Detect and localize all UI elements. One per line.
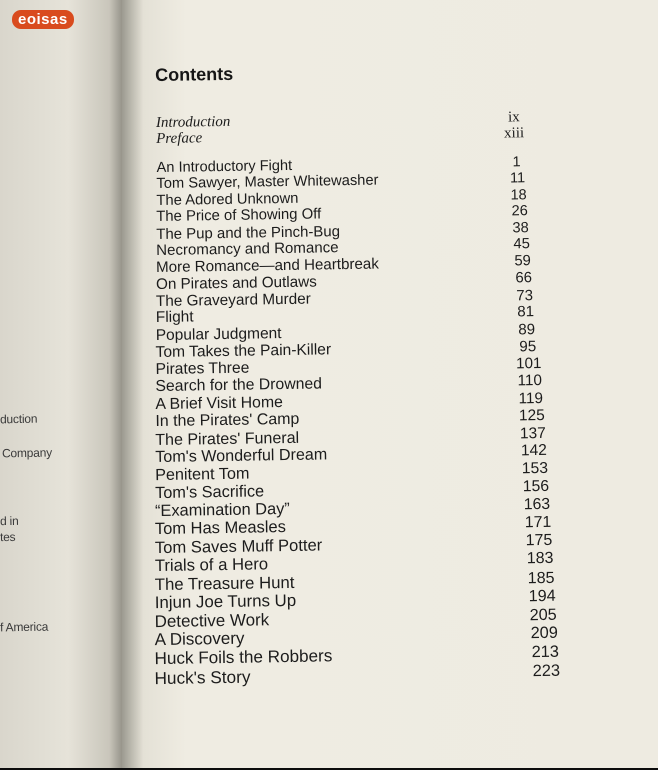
chapter-title: Necromancy and Romance [156,239,339,260]
chapter-title: A Discovery [154,628,245,650]
left-page-fragment: tes [0,529,16,545]
watermark-logo: eoisas [12,10,74,29]
chapter-row [127,319,658,344]
chapter-title: Detective Work [154,609,270,631]
chapter-page: 18 [510,186,527,204]
chapter-page: 38 [512,219,529,236]
chapter-page: 175 [525,532,553,550]
chapter-page: 156 [522,477,550,496]
chapter-page: 209 [530,623,558,643]
chapter-title: The Pup and the Pinch-Bug [156,222,341,243]
chapter-title: Injun Joe Turns Up [154,590,297,613]
chapter-title: Tom Takes the Pain-Killer [155,340,332,361]
chapter-page: 125 [518,407,545,425]
chapter-title: Tom's Wonderful Dream [155,445,328,467]
front-matter-page: ix [507,109,520,126]
chapter-page: 194 [528,586,556,606]
chapter-row [125,152,658,177]
front-matter-title: Preface [156,130,203,148]
chapter-page: 119 [518,389,544,407]
chapter-title: The Adored Unknown [156,190,299,209]
chapter-title: An Introductory Fight [156,157,293,177]
chapter-page: 142 [520,442,548,460]
chapter-page: 110 [517,372,543,390]
chapter-page: 45 [513,236,530,253]
chapter-title: Pirates Three [155,359,250,378]
chapter-page: 81 [517,303,535,321]
chapter-page: 153 [521,460,549,478]
chapter-page: 223 [532,661,561,680]
chapter-title: The Treasure Hunt [154,572,295,594]
chapter-title: Search for the Drowned [155,375,323,396]
chapter-title: Flight [155,308,194,327]
chapter-page: 171 [524,513,552,532]
chapter-page: 89 [518,320,536,338]
chapter-page: 205 [529,605,557,624]
chapter-title: Huck's Story [154,666,251,688]
chapter-page: 59 [514,252,531,270]
chapter-title: Huck Foils the Robbers [154,646,333,668]
chapter-page: 73 [516,286,534,304]
left-page-fragment: d in [0,513,19,529]
chapter-title: Tom Sawyer, Master Whitewasher [156,172,379,193]
chapter-title: More Romance—and Heartbreak [155,255,379,276]
front-matter-page: xiii [503,125,525,142]
chapter-page: 95 [519,337,537,355]
chapter-title: Popular Judgment [155,324,282,344]
chapter-page: 163 [523,495,551,514]
chapter-title: Penitent Tom [154,464,250,485]
front-matter-row [124,107,658,132]
chapter-title: “Examination Day” [154,499,290,521]
chapter-page: 26 [511,203,528,220]
chapter-title: Tom Saves Muff Potter [154,535,323,558]
chapter-title: On Pirates and Outlaws [155,273,317,293]
chapter-title: In the Pirates' Camp [155,410,300,431]
chapter-page: 185 [527,568,555,587]
chapter-title: The Graveyard Murder [155,290,311,310]
chapter-page: 213 [531,642,560,662]
left-page-fragment: f America [0,619,49,635]
left-page [0,0,124,768]
contents-heading: Contents [155,63,234,86]
chapter-title: Tom's Sacrifice [154,482,265,503]
chapter-page: 137 [519,424,546,443]
chapter-title: The Price of Showing Off [156,206,322,226]
chapter-title: A Brief Visit Home [155,393,284,413]
front-matter-title: Introduction [155,113,231,132]
chapter-page: 183 [526,550,554,568]
contents-page [122,0,658,768]
table-of-contents [122,0,658,770]
chapter-page: 1 [512,154,521,171]
left-page-fragment: Company [1,445,53,461]
chapter-page: 66 [515,269,533,286]
chapter-title: Trials of a Hero [154,554,269,576]
left-page-fragment: duction [0,411,38,427]
chapter-title: The Pirates' Funeral [155,428,300,449]
chapter-page: 101 [515,354,542,373]
chapter-title: Tom Has Measles [154,518,287,539]
chapter-page: 11 [509,170,526,187]
